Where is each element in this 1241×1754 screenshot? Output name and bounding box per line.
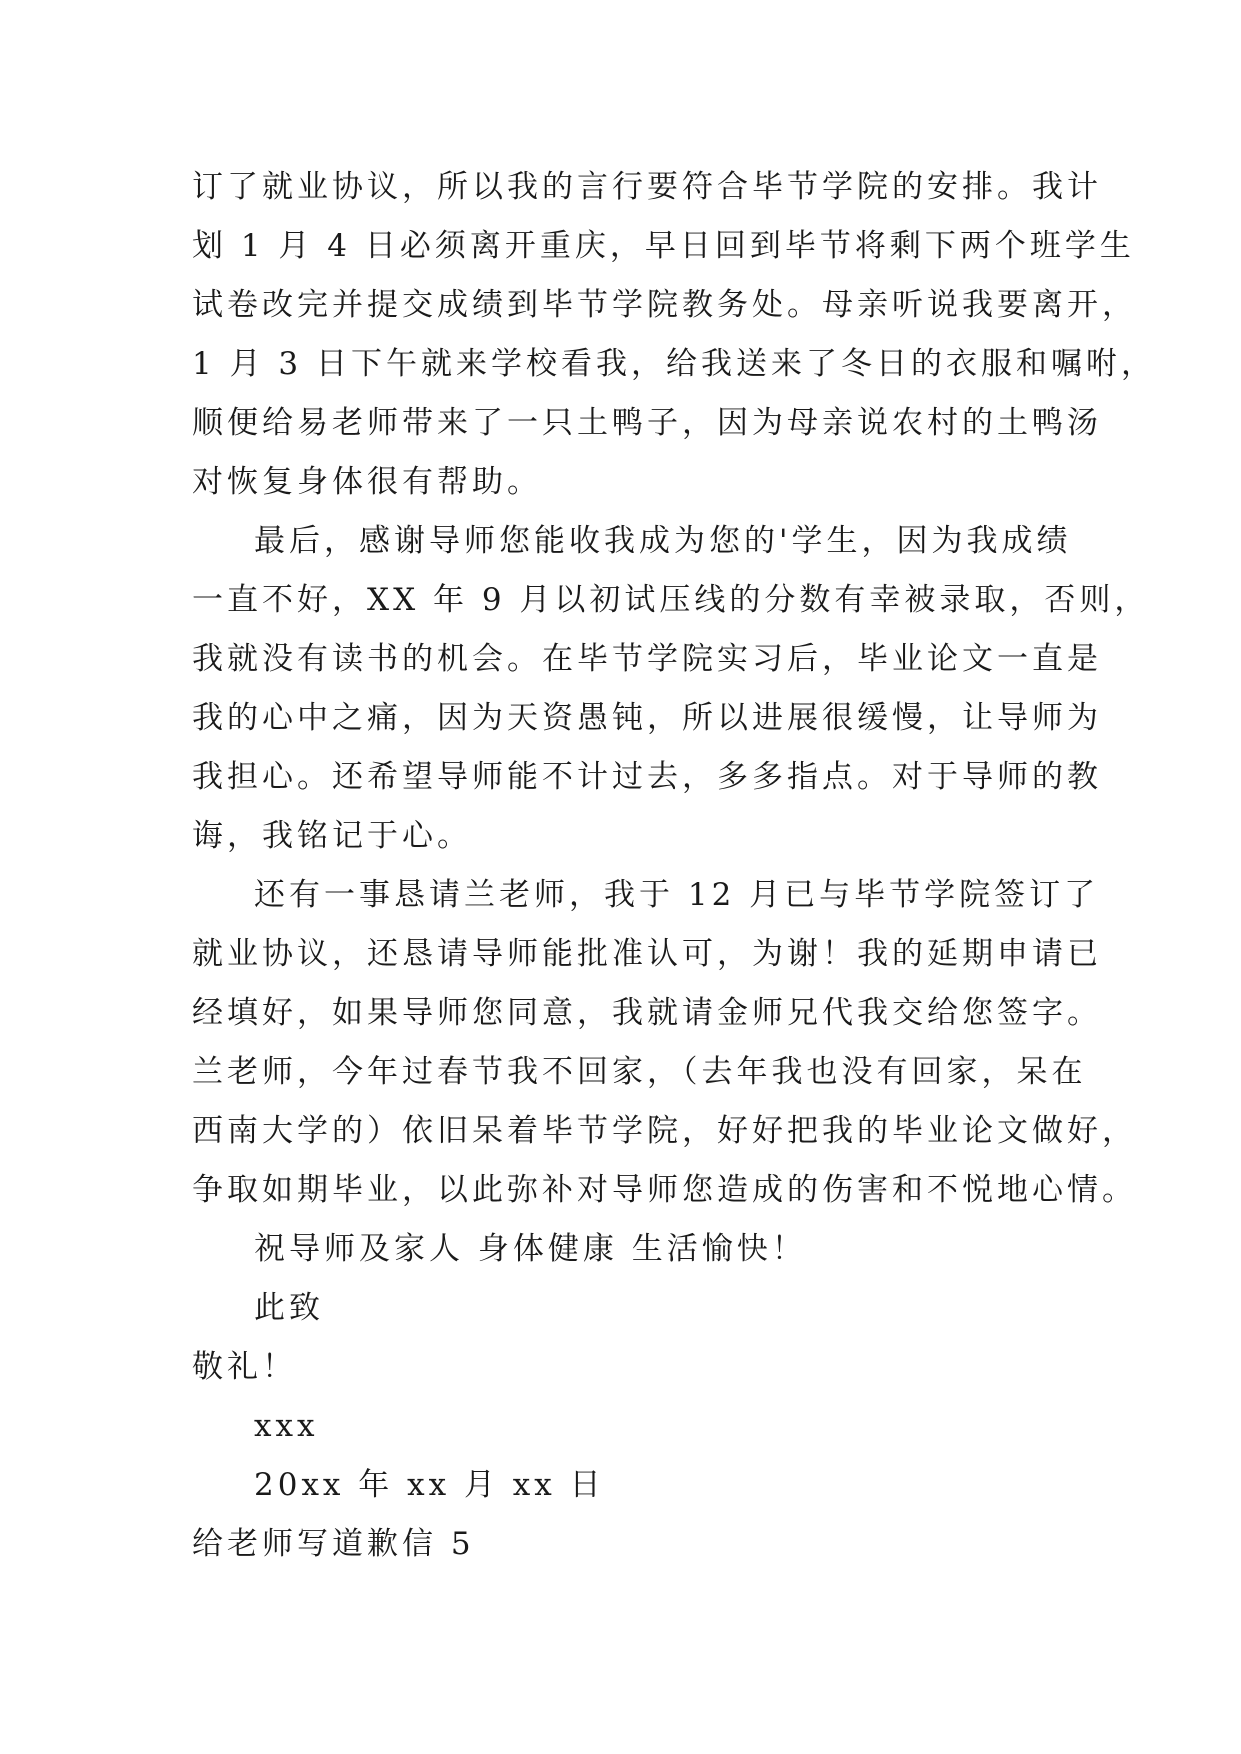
next-section-title: 给老师写道歉信 5 (192, 1526, 475, 1562)
letter-body (192, 158, 1157, 1574)
paragraph-line: 我就没有读书的机会。在毕节学院实习后，毕业论文一直是 (192, 641, 1102, 677)
paragraph-line: 兰老师，今年过春节我不回家，（去年我也没有回家，呆在 (192, 1054, 1087, 1090)
salutation-cizhi: 此致 (254, 1290, 324, 1326)
paragraph-line: 我的心中之痛，因为天资愚钝，所以进展很缓慢，让导师为 (192, 700, 1102, 736)
paragraph-line: 订了就业协议，所以我的言行要符合毕节学院的安排。我计 (192, 169, 1102, 205)
signature-name: xxx (254, 1408, 319, 1444)
paragraph-line: 就业协议，还恳请导师能批准认可，为谢！我的延期申请已 (192, 936, 1102, 972)
closing-wish: 祝导师及家人 身体健康 生活愉快！ (254, 1231, 807, 1267)
paragraph-line: 划 1 月 4 日必须离开重庆，早日回到毕节将剩下两个班学生 (192, 228, 1135, 264)
salutation-jingli: 敬礼！ (192, 1349, 297, 1385)
paragraph-line: 我担心。还希望导师能不计过去，多多指点。对于导师的教 (192, 759, 1102, 795)
signature-date: 20xx 年 xx 月 xx 日 (254, 1467, 605, 1503)
paragraph-line: 顺便给易老师带来了一只土鸭子，因为母亲说农村的土鸭汤 (192, 405, 1102, 441)
paragraph-line: 经填好，如果导师您同意，我就请金师兄代我交给您签字。 (192, 995, 1102, 1031)
paragraph-line: 诲，我铭记于心。 (192, 818, 472, 854)
paragraph-line: 西南大学的）依旧呆着毕节学院，好好把我的毕业论文做好， (192, 1113, 1137, 1149)
paragraph-line: 最后，感谢导师您能收我成为您的'学生，因为我成绩 (254, 523, 1072, 559)
paragraph-line: 1 月 3 日下午就来学校看我，给我送来了冬日的衣服和嘱咐， (192, 346, 1157, 382)
paragraph-line: 还有一事恳请兰老师，我于 12 月已与毕节学院签订了 (254, 877, 1100, 913)
paragraph-line: 争取如期毕业，以此弥补对导师您造成的伤害和不悦地心情。 (192, 1172, 1137, 1208)
paragraph-line: 对恢复身体很有帮助。 (192, 464, 542, 500)
paragraph-line: 一直不好，XX 年 9 月以初试压线的分数有幸被录取，否则， (192, 582, 1150, 618)
paragraph-line: 试卷改完并提交成绩到毕节学院教务处。母亲听说我要离开， (192, 287, 1137, 323)
